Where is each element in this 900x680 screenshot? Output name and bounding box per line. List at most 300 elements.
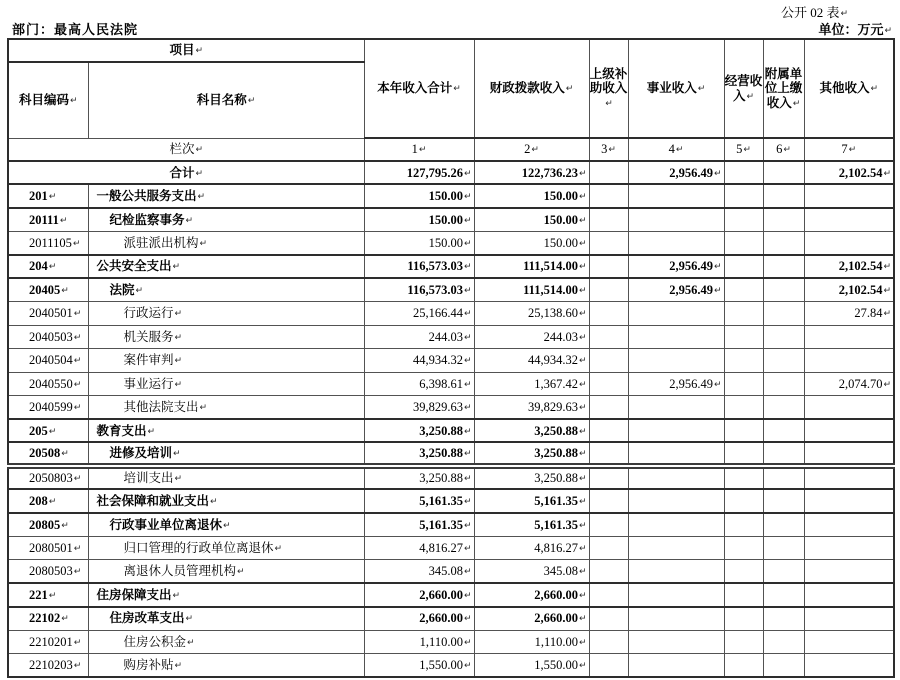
paragraph-mark: ↵ [883,262,891,273]
subject-name-cell: 案件审判↵ [88,349,364,372]
value-cell: 4,816.27↵ [474,536,589,559]
value-cell: 6,398.61↵ [364,372,474,395]
value-cell [589,208,628,231]
value-cell [763,583,804,606]
value-cell: 244.03↵ [474,325,589,348]
paragraph-mark: ↵ [185,215,194,226]
paragraph-mark: ↵ [713,168,722,179]
value-cell [628,442,724,465]
value-cell [589,583,628,606]
form-number-text: 公开 02 表 [780,5,840,20]
paragraph-mark: ↵ [48,426,57,437]
paragraph-mark: ↵ [210,496,218,507]
rank-number-text: 5 [736,142,743,157]
value-cell [628,536,724,559]
rank-number [763,138,804,161]
paragraph-mark: ↵ [605,98,613,109]
rank-number-text: 6 [776,142,783,157]
paragraph-mark: ↵ [173,448,181,459]
paragraph-mark: ↵ [792,98,801,109]
paragraph-mark: ↵ [72,238,81,249]
unit-label [818,19,892,38]
paragraph-mark: ↵ [247,96,256,107]
value-cell: 150.00↵ [364,208,474,231]
value-cell [628,630,724,653]
value-cell [763,349,804,372]
value-cell [589,489,628,512]
value-cell [589,466,628,489]
col-header-superior-subsidy-income [589,39,628,138]
paragraph-mark: ↵ [578,543,587,554]
subject-name-cell: 其他法院支出↵ [88,396,364,419]
subject-code-cell: 2040550↵ [8,372,88,395]
value-cell [724,489,763,512]
value-cell [763,513,804,536]
value-cell: 3,250.88↵ [474,466,589,489]
value-cell: 150.00↵ [364,184,474,207]
paragraph-mark: ↵ [883,379,891,390]
table-row [8,396,894,419]
value-cell: 2,102.54↵ [804,255,894,278]
paragraph-mark: ↵ [172,262,181,273]
paragraph-mark: ↵ [870,84,879,95]
paragraph-mark: ↵ [73,637,82,648]
col-header-text: 经营收入 [724,74,763,103]
value-cell [763,536,804,559]
value-cell [763,278,804,301]
paragraph-mark: ↵ [578,168,587,179]
value-cell [589,654,628,677]
col-header-institutional-income [628,39,724,138]
rank-number-text: 2 [524,142,531,157]
table-row [8,231,894,254]
value-cell [589,255,628,278]
subject-name-cell: 离退休人员管理机构↵ [88,560,364,583]
paragraph-mark: ↵ [135,286,144,297]
paragraph-mark: ↵ [883,286,891,297]
value-cell [589,442,628,465]
value-cell [763,442,804,465]
value-cell [724,419,763,442]
value-cell: 244.03↵ [364,325,474,348]
paragraph-mark: ↵ [463,566,472,577]
value-cell [628,513,724,536]
subject-code-cell: 2011105↵ [8,231,88,254]
value-cell [763,208,804,231]
table-row [8,489,894,512]
paragraph-mark: ↵ [713,262,722,273]
rank-label-text: 栏次 [169,142,195,157]
col-header-fiscal-appropriation-income [474,39,589,138]
rank-number [474,138,589,161]
paragraph-mark: ↵ [883,168,891,179]
subject-code-cell: 2080503↵ [8,560,88,583]
subject-name-header-text: 科目名称 [196,93,247,108]
value-cell [763,325,804,348]
paragraph-mark: ↵ [73,474,82,485]
value-cell [763,161,804,184]
value-cell [804,583,894,606]
value-cell [589,513,628,536]
value-cell [724,654,763,677]
subject-code-cell: 2080501↵ [8,536,88,559]
paragraph-mark: ↵ [61,520,69,531]
paragraph-mark: ↵ [73,332,82,343]
unit-label-text: 单位：万元 [818,22,884,37]
paragraph-mark: ↵ [848,145,857,156]
paragraph-mark: ↵ [578,262,587,273]
subject-name-cell: 纪检监察事务↵ [88,208,364,231]
paragraph-mark: ↵ [883,309,891,320]
value-cell [724,255,763,278]
value-cell [724,184,763,207]
col-header-text: 本年收入合计 [377,81,453,96]
value-cell [724,536,763,559]
value-cell [628,560,724,583]
paragraph-mark: ↵ [274,543,283,554]
paragraph-mark: ↵ [578,332,587,343]
paragraph-mark: ↵ [578,520,587,531]
subject-code-cell: 2040503↵ [8,325,88,348]
value-cell [589,396,628,419]
rank-number-text: 4 [668,142,675,157]
value-cell [763,560,804,583]
value-cell [628,208,724,231]
paragraph-mark: ↵ [195,46,204,57]
value-cell [763,231,804,254]
table-row [8,419,894,442]
paragraph-mark: ↵ [59,215,68,226]
paragraph-mark: ↵ [578,286,587,297]
value-cell [724,513,763,536]
table-row [8,278,894,301]
paragraph-mark: ↵ [73,356,82,367]
value-cell [589,161,628,184]
value-cell [724,349,763,372]
value-cell [804,560,894,583]
value-cell [763,372,804,395]
value-cell: 150.00↵ [364,231,474,254]
paragraph-mark: ↵ [675,145,684,156]
value-cell [628,231,724,254]
value-cell: 27.84↵ [804,302,894,325]
col-header-text: 附属单位上缴收入 [764,66,803,110]
subject-name-cell: 行政事业单位离退休↵ [88,513,364,536]
meta-line [12,19,892,38]
value-cell [589,536,628,559]
value-cell [763,607,804,630]
paragraph-mark: ↵ [199,238,208,249]
subject-code-cell: 22102↵ [8,607,88,630]
value-cell: 111,514.00↵ [474,255,589,278]
value-cell [804,208,894,231]
paragraph-mark: ↵ [578,402,587,413]
paragraph-mark: ↵ [578,426,587,437]
income-final-accounts-table [7,38,895,678]
value-cell [724,278,763,301]
value-cell [763,396,804,419]
subject-name-cell: 住房公积金↵ [88,630,364,653]
paragraph-mark: ↵ [185,614,194,625]
subject-name-header [88,62,364,138]
value-cell [589,278,628,301]
paragraph-mark: ↵ [48,191,57,202]
value-cell: 5,161.35↵ [364,489,474,512]
value-cell [724,630,763,653]
paragraph-mark: ↵ [187,637,195,648]
value-cell [589,630,628,653]
value-cell: 116,573.03↵ [364,255,474,278]
value-cell [589,560,628,583]
value-cell: 3,250.88↵ [474,442,589,465]
subject-name-cell: 一般公共服务支出↵ [88,184,364,207]
paragraph-mark: ↵ [174,379,183,390]
value-cell: 116,573.03↵ [364,278,474,301]
paragraph-mark: ↵ [783,145,791,156]
subject-code-cell: 20405↵ [8,278,88,301]
value-cell [763,419,804,442]
paragraph-mark: ↵ [48,496,57,507]
col-header-operating-income [724,39,763,138]
subject-name-cell: 购房补贴↵ [88,654,364,677]
value-cell: 4,816.27↵ [364,536,474,559]
value-cell: 3,250.88↵ [364,419,474,442]
value-cell [628,302,724,325]
value-cell [763,255,804,278]
rank-number-text: 3 [601,142,608,157]
department-label: 部门：最高人民法院 [12,22,139,37]
subject-code-cell: 2050803↵ [8,466,88,489]
value-cell: 2,956.49↵ [628,278,724,301]
table-row [8,536,894,559]
paragraph-mark: ↵ [578,637,587,648]
paragraph-mark: ↵ [463,614,472,625]
paragraph-mark: ↵ [531,145,539,156]
paragraph-mark: ↵ [463,286,472,297]
paragraph-mark: ↵ [463,543,472,554]
value-cell [804,325,894,348]
paragraph-mark: ↵ [746,91,755,102]
value-cell: 2,074.70↵ [804,372,894,395]
col-header-text: 上级补助收入 [589,66,628,96]
paragraph-mark: ↵ [463,168,472,179]
paragraph-mark: ↵ [73,402,82,413]
value-cell [724,466,763,489]
paragraph-mark: ↵ [463,426,472,437]
value-cell [724,208,763,231]
value-cell [724,583,763,606]
value-cell [589,184,628,207]
table-row [8,442,894,465]
paragraph-mark: ↵ [578,379,587,390]
value-cell [724,161,763,184]
value-cell: 1,367.42↵ [474,372,589,395]
col-header-affiliated-unit-remittance-income [763,39,804,138]
paragraph-mark: ↵ [172,590,181,601]
paragraph-mark: ↵ [174,309,183,320]
paragraph-mark: ↵ [578,215,587,226]
subject-name-cell: 教育支出↵ [88,419,364,442]
table-row [8,654,894,677]
subject-name-cell: 派驻派出机构↵ [88,231,364,254]
value-cell [589,302,628,325]
paragraph-mark: ↵ [578,660,587,671]
value-cell: 39,829.63↵ [364,396,474,419]
value-cell [804,419,894,442]
paragraph-mark: ↵ [463,590,472,601]
subject-name-cell: 进修及培训↵ [88,442,364,465]
paragraph-mark: ↵ [697,84,706,95]
paragraph-mark: ↵ [463,637,472,648]
value-cell [804,607,894,630]
value-cell [589,607,628,630]
subject-name-cell: 事业运行↵ [88,372,364,395]
value-cell: 2,660.00↵ [474,607,589,630]
value-cell [763,302,804,325]
subject-code-cell: 204↵ [8,255,88,278]
value-cell [628,184,724,207]
subject-name-cell: 住房保障支出↵ [88,583,364,606]
paragraph-mark: ↵ [578,238,587,249]
value-cell [628,466,724,489]
project-header-text: 项目 [169,43,195,58]
col-header-text: 事业收入 [646,81,697,96]
paragraph-mark: ↵ [463,402,472,413]
value-cell [763,184,804,207]
paragraph-mark: ↵ [197,191,206,202]
subject-name-cell: 法院↵ [88,278,364,301]
value-cell [724,560,763,583]
paragraph-mark: ↵ [73,379,82,390]
value-cell [724,325,763,348]
value-cell: 1,110.00↵ [474,630,589,653]
subject-code-cell: 20111↵ [8,208,88,231]
value-cell [804,396,894,419]
paragraph-mark: ↵ [463,520,472,531]
value-cell [804,184,894,207]
paragraph-mark: ↵ [578,191,587,202]
table-row [8,630,894,653]
paragraph-mark: ↵ [237,566,245,577]
col-header-text: 其他收入 [819,81,870,96]
paragraph-mark: ↵ [73,566,82,577]
paragraph-mark: ↵ [199,402,208,413]
rank-number-text: 7 [841,142,848,157]
project-header [8,39,364,62]
paragraph-mark: ↵ [713,286,722,297]
value-cell: 2,660.00↵ [364,607,474,630]
paragraph-mark: ↵ [69,96,78,107]
value-cell [589,231,628,254]
value-cell [724,442,763,465]
rank-number [628,138,724,161]
value-cell [763,654,804,677]
rank-number [589,138,628,161]
value-cell [804,442,894,465]
value-cell: 44,934.32↵ [364,349,474,372]
table-row [8,349,894,372]
paragraph-mark: ↵ [578,356,587,367]
value-cell [628,419,724,442]
subject-code-header [8,62,88,138]
value-cell [589,419,628,442]
value-cell [804,466,894,489]
table-row [8,161,894,184]
rank-row-label [8,138,364,161]
paragraph-mark: ↵ [174,660,183,671]
paragraph-mark: ↵ [48,590,57,601]
subject-name-cell: 行政运行↵ [88,302,364,325]
value-cell [763,489,804,512]
paragraph-mark: ↵ [195,168,204,179]
paragraph-mark: ↵ [453,84,461,95]
value-cell [628,325,724,348]
paragraph-mark: ↵ [463,448,472,459]
subject-name-cell: 培训支出↵ [88,466,364,489]
paragraph-mark: ↵ [147,426,156,437]
subject-name-cell: 机关服务↵ [88,325,364,348]
paragraph-mark: ↵ [463,238,472,249]
value-cell [804,654,894,677]
table-row [8,372,894,395]
value-cell [589,349,628,372]
value-cell: 44,934.32↵ [474,349,589,372]
subject-name-cell: 归口管理的行政单位离退休↵ [88,536,364,559]
value-cell: 1,550.00↵ [474,654,589,677]
value-cell [804,489,894,512]
paragraph-mark: ↵ [578,614,587,625]
total-label-cell: 合计↵ [8,161,364,184]
paragraph-mark: ↵ [463,262,472,273]
value-cell: 111,514.00↵ [474,278,589,301]
header-row-project [8,39,894,62]
value-cell [724,231,763,254]
paragraph-mark: ↵ [608,145,616,156]
table-row [8,302,894,325]
subject-code-header-text: 科目编码 [18,93,69,108]
paragraph-mark: ↵ [743,145,751,156]
value-cell: 345.08↵ [474,560,589,583]
paragraph-mark: ↵ [195,145,204,156]
table-row [8,560,894,583]
paragraph-mark: ↵ [174,332,183,343]
value-cell: 2,102.54↵ [804,278,894,301]
value-cell [724,396,763,419]
value-cell: 2,660.00↵ [364,583,474,606]
value-cell [628,349,724,372]
value-cell: 2,956.49↵ [628,161,724,184]
paragraph-mark: ↵ [418,145,427,156]
subject-code-cell: 2210203↵ [8,654,88,677]
paragraph-mark: ↵ [884,26,892,36]
paragraph-mark: ↵ [578,590,587,601]
value-cell: 25,166.44↵ [364,302,474,325]
subject-code-cell: 208↵ [8,489,88,512]
subject-code-cell: 201↵ [8,184,88,207]
paragraph-mark: ↵ [73,309,82,320]
value-cell [763,630,804,653]
value-cell [724,302,763,325]
paragraph-mark: ↵ [463,496,472,507]
rank-number [364,138,474,161]
value-cell: 5,161.35↵ [364,513,474,536]
subject-name-cell: 公共安全支出↵ [88,255,364,278]
paragraph-mark: ↵ [463,356,472,367]
table-row [8,255,894,278]
table-row [8,466,894,489]
table-row [8,208,894,231]
subject-code-cell: 221↵ [8,583,88,606]
